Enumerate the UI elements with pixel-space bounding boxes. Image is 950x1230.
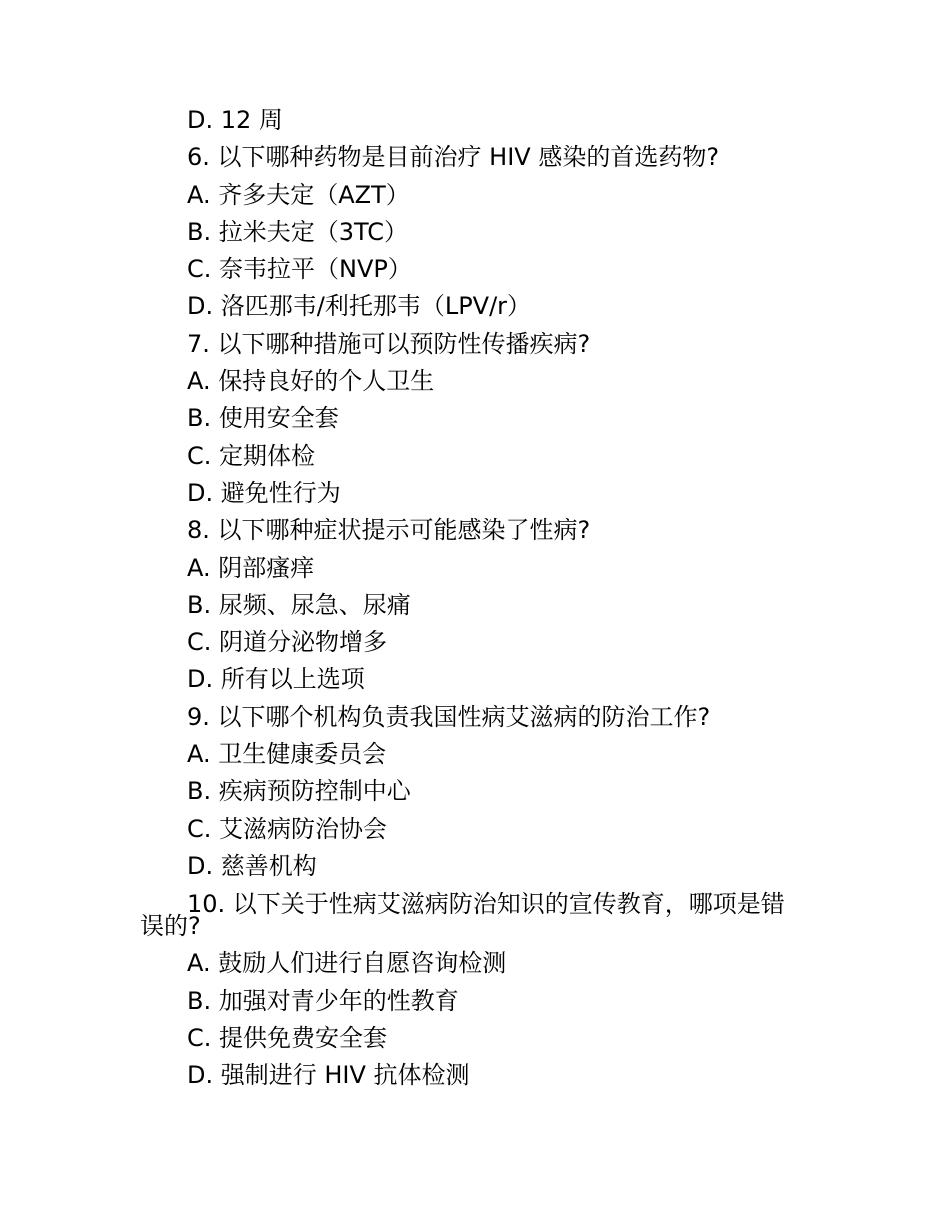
option-q9-a: A. 卫生健康委员会 (187, 740, 387, 769)
question-7: 7. 以下哪种措施可以预防性传播疾病? (187, 329, 591, 358)
option-q7-c: C. 定期体检 (187, 441, 316, 470)
option-q8-b: B. 尿频、尿急、尿痛 (187, 590, 411, 619)
question-9: 9. 以下哪个机构负责我国性病艾滋病的防治工作? (187, 702, 711, 731)
option-q10-a: A. 鼓励人们进行自愿咨询检测 (187, 949, 507, 978)
question-10 (140, 890, 810, 941)
option-q7-a: A. 保持良好的个人卫生 (187, 367, 435, 396)
option-q5-d: D. 12 周 (187, 106, 283, 134)
option-q10-d: D. 强制进行 HIV 抗体检测 (187, 1061, 470, 1090)
option-q8-a: A. 阴部瘙痒 (187, 553, 315, 582)
option-q6-d: D. 洛匹那韦/利托那韦（LPV/r） (187, 292, 532, 321)
option-q9-c: C. 艾滋病防治协会 (187, 814, 388, 843)
option-q7-d: D. 避免性行为 (187, 478, 341, 507)
option-q9-d: D. 慈善机构 (187, 851, 317, 880)
question-6: 6. 以下哪种药物是目前治疗 HIV 感染的首选药物? (187, 143, 720, 172)
question-10-line-2: 误的? (140, 912, 201, 941)
option-q7-b: B. 使用安全套 (187, 404, 339, 433)
option-q10-b: B. 加强对青少年的性教育 (187, 986, 459, 1015)
option-q6-c: C. 奈韦拉平（NVP） (187, 255, 412, 284)
question-10-line-1: 10. 以下关于性病艾滋病防治知识的宣传教育，哪项是错 (187, 890, 785, 919)
question-8: 8. 以下哪种症状提示可能感染了性病? (187, 516, 591, 545)
option-q10-c: C. 提供免费安全套 (187, 1023, 388, 1052)
option-q9-b: B. 疾病预防控制中心 (187, 777, 411, 806)
option-q8-d: D. 所有以上选项 (187, 665, 365, 694)
option-q6-b: B. 拉米夫定（3TC） (187, 217, 409, 246)
option-q8-c: C. 阴道分泌物增多 (187, 628, 388, 657)
question-list (140, 102, 810, 1094)
option-q6-a: A. 齐多夫定（AZT） (187, 180, 410, 209)
